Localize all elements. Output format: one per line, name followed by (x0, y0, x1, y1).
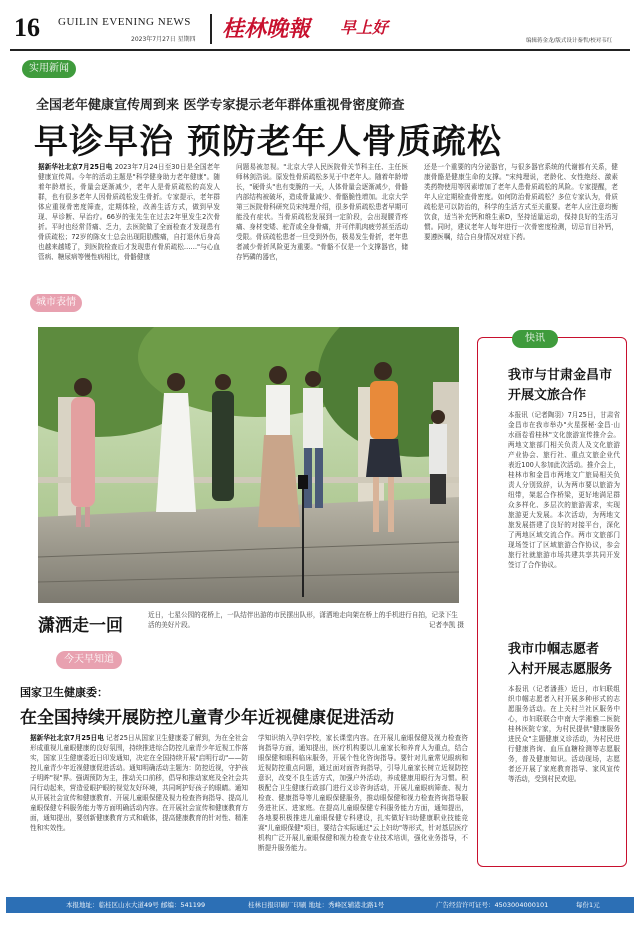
lead-headline: 早诊早治 预防老年人骨质疏松 (34, 122, 502, 162)
photo-credit: 记者李凯 摄 (428, 621, 464, 629)
bottom-dateline: 据新华社北京7月25日电 (30, 734, 104, 742)
sidebar-story2-title-line2: 入村开展志愿服务 (508, 662, 613, 677)
header-divider (210, 14, 212, 44)
lead-column-2: 问题易被忽视。"北京大学人民医院骨关节科主任、主任医师林剑浩说。原发性骨质疏松多见于中老年人。随着年龄增长，"硬骨头"也有变脆的一天，人体骨量会逐渐减少，骨骼内部结构被破坏，造成骨量减少、骨骼脆性增加。北京大学第三医院骨科研究员宋纯理介绍，很多骨质疏松患者早期可能没有症状。当骨质疏松发展到一定阶段，会出现腰背疼痛、身材变矮、驼背或全身骨痛，并可伴肌肉疲劳甚至活动受限。骨质疏松患者一旦受到外伤，极易发生骨折，老年患者减少骨折风险更为重要。"骨骼不仅是一个支撑器官，储存钙磷的器官， (236, 163, 408, 261)
footer-license: 广告经营许可证号：4503004000101 (436, 901, 549, 909)
photo-caption (148, 610, 464, 630)
sidebar-story1-title-line2: 开展文旅合作 (508, 388, 587, 403)
bottom-column-2: 学知识纳入孕妇学校，家长课堂内容。在开展儿童眼保健及视力检查咨询指导方面，通知提出，医疗机构要以儿童家长和养育人为重点，结合眼保健和眼科临床服务，开展个性化咨询指导。要针对儿童常见眼病和近视防控重点问题，通过面对面咨询指导，引导儿童家长树立近视防控意识，改变不良生活方式，加强户外活动，养成健康用眼行为习惯。积极配合卫生健康行政部门进行义诊咨询活动，开展儿童眼病筛查、视力检查、健康指导等儿童眼保健服务，推动眼保健和视力检查咨询指导服务进社区、进家庭。在提高儿童眼保健专科服务能力方面，通知提出，各地要积极推进儿童眼保健专科建设，扎实做好妇幼健康职业技能竞赛"儿童眼保健"项目，要结合实际通过"云上妇幼"等形式，针对基层医疗机构广泛开展儿童眼保健和视力检查专业技术培训，强化业务指导，不断提升服务能力。 (258, 734, 468, 852)
photo-title: 潇洒走一回 (38, 616, 123, 636)
photo-caption-text: 近日，七星公园的花桥上，一队结伴出游的市民摆出队形，潇洒地走向架在桥上的手机进行自拍，记录下生活的美好片段。 (148, 611, 458, 629)
bottom-kicker: 国家卫生健康委： (20, 686, 108, 699)
bottom-column-1-text: 记者25日从国家卫生健康委了解到，为在全社会形成重视儿童眼健康的良好氛围，持续推进综合防控儿童青少年近视工作落实，国家卫生健康委近日印发通知，决定在全国持续开展"启明行动"——防控儿童青少年近视健康促进活动。通知明确活动主题为：防控近视，守护孩子明眸"视"界。强调预防为主，推动关口前移，倡导和推动家庭及全社会共同行动起来，营造爱眼护眼的视觉友好环境，共同呵护好孩子的眼睛。通知从开展社会宣传和健康教育、开展儿童眼保健及视力检查咨询指导、提高儿童眼保健专科服务能力等方面明确活动内容。在开展社会宣传和健康教育方面，通知提出，要创新健康教育方式和载体，提高健康教育的针对性、精准性和实效性。 (30, 734, 248, 832)
footer-price: 每份1元 (576, 901, 600, 909)
newspaper-logo: 桂林晚報 (222, 16, 311, 42)
lead-column-3: 还是一个重要的内分泌器官，与很多器官系统的代谢都有关系，健康骨骼是健康生命的支撑。"宋纯理说，老龄化、女性绝经、激素类药物使用等因素增加了老年人患骨质疏松的风险。专家提醒，老年人应定期检查骨密度。如何防治骨质疏松？多位专家认为，骨质疏松是可以防治的，科学的生活方式至关重要。老年人应注意均衡饮食，适当补充钙和维生素D，坚持适量运动，保持良好的生活习惯。同时，建议老年人每年进行一次骨密度检测，切忌盲目补钙，要遵医嘱，结合自身情况对症下药。 (424, 163, 618, 241)
section-tag-quick-news: 快讯 (512, 330, 558, 348)
lead-pre-title: 全国老年健康宣传周到来 医学专家提示老年群体重视骨密度筛查 (36, 98, 405, 113)
sidebar-story2-title-line1: 我市巾帼志愿者 (508, 642, 600, 657)
footer-printer: 桂林日报印刷厂印刷 地址：秀峰区辅港北路1号 (248, 901, 385, 909)
bottom-column-1 (30, 733, 248, 891)
sidebar-story1-title-line1: 我市与甘肃金昌市 (508, 368, 613, 383)
lead-column-1-text: 2023年7月24日至30日是全国老年健康宣传周。今年的活动主题是"科学健身助力老年健康"。随着年龄增长，骨量会逐渐减少，老年人是骨质疏松的高发人群，也有很多老年人因骨质疏松发生骨折。专家提示，老年群体应重视骨密度筛查，定期体检，改善生活方式，做到早发现、早诊断、早治疗。66岁的张先生在过去2年里发生2次骨折。平时也经常背痛、乏力，去医院做了全面检查才发现患有骨质疏松；72岁的陈女士总会出现阳肋酸痛，自打退休后身高也越来越矮了，到医院检查后才发现患有骨质疏松……"与心血管病、糖尿病等慢性病相比，骨骼健康 (38, 163, 220, 261)
footer-address: 本报地址：临桂区山水大道49号 邮编：541199 (66, 901, 206, 909)
header-slogan: 早上好 (340, 18, 389, 37)
paper-name: GUILIN EVENING NEWS (58, 16, 191, 28)
lead-dateline: 据新华社北京7月25日电 (38, 163, 113, 171)
issue-date: 2023年7月27日 星期四 (131, 36, 196, 43)
footer-bar (6, 897, 634, 913)
photo-illustration (38, 327, 459, 603)
header-rule (10, 49, 630, 51)
sidebar-story1-body: 本报讯（记者陶羽）7月25日，甘肃省金昌市在我市举办"火星探秘·金昌·山水画卷看桂林"文化旅游宣传推介会。两地文旅部门相关负责人及文化旅游产业协会、旅行社、重点文旅企业代表近100人参加此次活动。推介会上，桂林市和金昌市两地文广旅局相关负责人分别致辞，认为两市要以旅游为纽带，架起合作桥梁，更好地满足群众多样化、多层次的旅游需求，实现旅游更大发展。本次活动，为两地文旅发展搭建了良好的对接平台，深化了两地区域交流合作。两市文旅部门现场签订了区域旅游合作协议，参会旅行社就旅游市场共建共享共同开发签订了合作协议。 (508, 411, 620, 569)
page-number: 16 (14, 13, 40, 42)
street-photo (38, 327, 459, 603)
lead-column-1 (38, 162, 220, 274)
section-tag-city-scene: 城市表情 (30, 294, 82, 312)
bottom-headline: 在全国持续开展防控儿童青少年近视健康促进活动 (20, 708, 394, 728)
section-tag-practical-news: 实用新闻 (22, 60, 76, 78)
section-tag-today: 今天早知道 (56, 651, 122, 669)
sidebar-story2-body: 本报讯（记者潘燕）近日，市妇联组织巾帼志愿者入村开展多种形式的志愿服务活动。在上关村兰社区服务中心，市妇联联合中南大学湘雅二医院桂林医院专家，为村民提供"健康服务进民众"主题健康义诊活动，为村民进行健康咨询、血压血糖检测等志愿服务，普及健康知识。活动现场，志愿者还开展了家庭教育指导、家风宣传等活动，受到村民欢迎。 (508, 685, 620, 783)
editor-credits: 编辑蒋金龙/版式设计秦哲/校对韦红 (526, 38, 613, 44)
